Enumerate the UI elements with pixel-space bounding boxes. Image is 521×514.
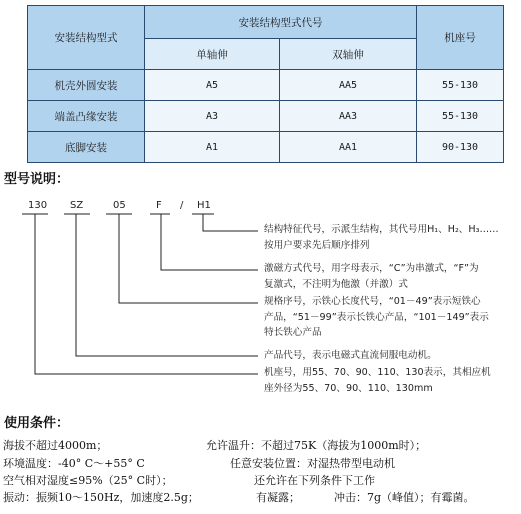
model-code-excitation: F (156, 200, 162, 211)
model-code-structure: H1 (197, 200, 211, 211)
header-single-shaft: 单轴伸 (145, 39, 280, 70)
condition-humidity: 空气相对湿度≤95%（25° C时）； (3, 474, 173, 487)
model-heading: 型号说明： (4, 172, 70, 187)
row-type: 端盖凸缘安装 (28, 101, 145, 132)
row-double: AA1 (280, 132, 417, 163)
header-code-group: 安装结构型式代号 (145, 6, 417, 39)
condition-temp-rise: 允许温升：不超过75K（海拔为1000m时）； (206, 439, 427, 452)
row-frame: 90-130 (417, 132, 504, 163)
row-frame: 55-130 (417, 70, 504, 101)
row-single: A5 (145, 70, 280, 101)
model-code-product: SZ (70, 200, 84, 211)
desc-excitation: 激磁方式代号，用字母表示，“C”为串激式，“F”为 复激式，不注明为他激（并激）式 (264, 263, 479, 290)
condition-condensation: 有凝露； (256, 491, 300, 504)
condition-altitude: 海拔不超过4000m； (3, 439, 108, 452)
condition-ambient-temp: 环境温度：-40° C～+55° C (3, 457, 145, 470)
conditions-heading: 使用条件： (4, 416, 70, 431)
desc-structure: 结构特征代号，示派生结构，其代号用H₁、H₂、H₃…… 按用户要求先后顺序排列 (264, 224, 499, 251)
desc-product: 产品代号，表示电磁式直流伺服电动机。 (264, 350, 437, 361)
row-type: 机壳外圆安装 (28, 70, 145, 101)
header-frame: 机座号 (417, 6, 504, 70)
condition-shock: 冲击：7g（峰值）；有霉菌。 (334, 491, 475, 504)
header-double-shaft: 双轴伸 (280, 39, 417, 70)
model-code-frame: 130 (28, 200, 48, 211)
header-mount-type: 安装结构型式 (28, 6, 145, 70)
row-type: 底脚安装 (28, 132, 145, 163)
model-code-slash: / (180, 200, 184, 211)
desc-frame: 机座号，用55、70、90、110、130表示，其相应机 座外径为55、70、90、110、130mm (264, 367, 491, 394)
model-code-spec: 05 (113, 200, 126, 211)
condition-extra: 还允许在下列条件下工作 (254, 474, 375, 487)
row-single: A3 (145, 101, 280, 132)
row-double: AA3 (280, 101, 417, 132)
condition-vibration: 振动：振频10～150Hz，加速度2.5g； (3, 491, 199, 504)
row-double: AA5 (280, 70, 417, 101)
row-frame: 55-130 (417, 101, 504, 132)
desc-spec: 规格序号，示铁心长度代号，“01－49”表示短铁心 产品，“51－99”表示长铁心产品，“101－149”表示 特长铁心产品 (264, 296, 489, 338)
condition-mounting: 任意安装位置：对湿热带型电动机 (230, 457, 395, 470)
row-single: A1 (145, 132, 280, 163)
